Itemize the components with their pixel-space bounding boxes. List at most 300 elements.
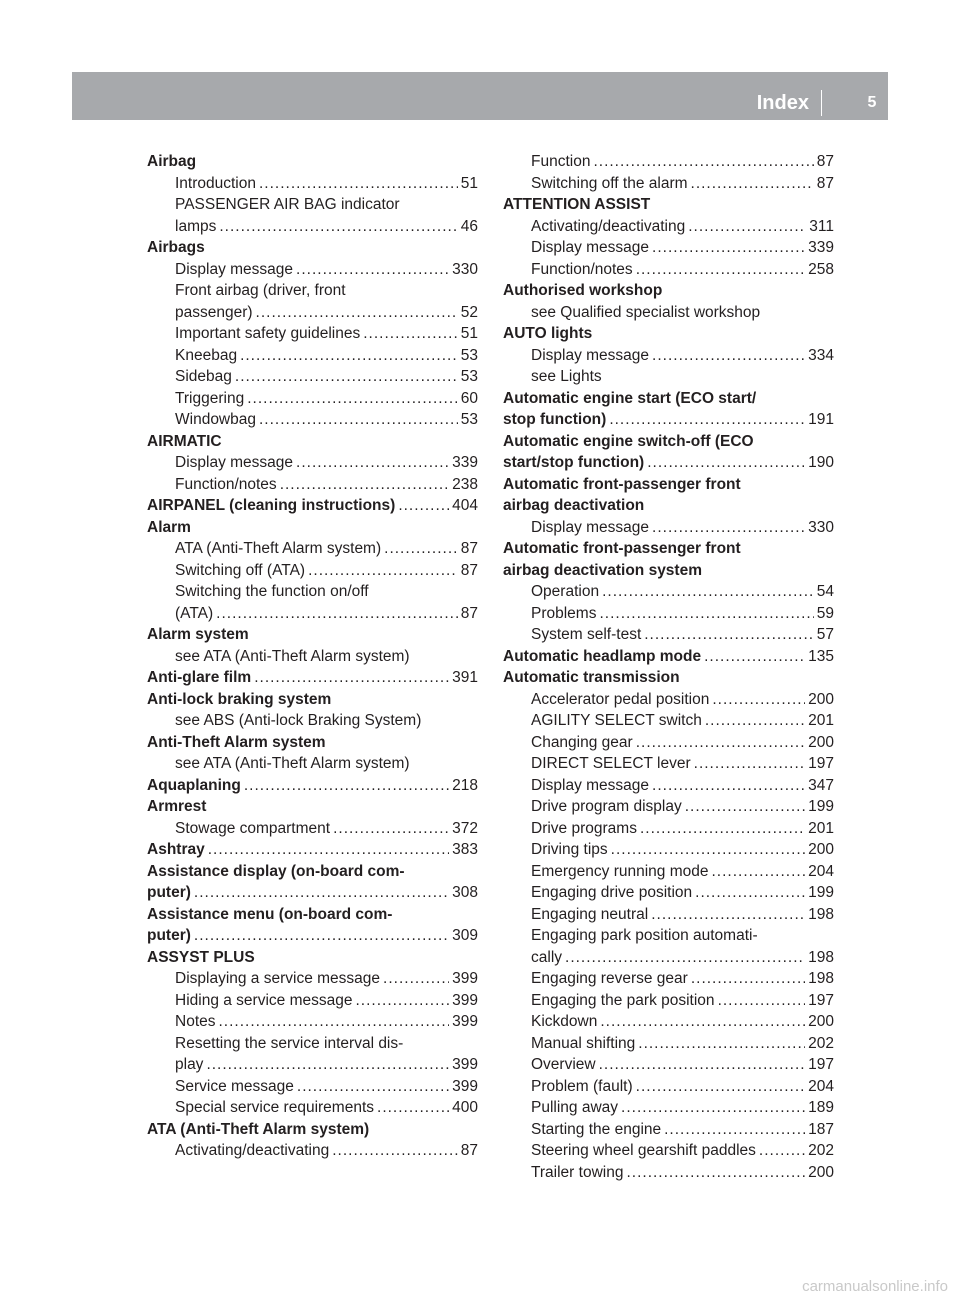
entry-page-number: 339 [808,239,834,256]
index-subentry [503,796,834,818]
index-subentry [503,947,834,969]
entry-label: Assistance display (on-board com- [147,862,405,880]
entry-label: Front airbag (driver, front [175,282,346,299]
index-subentry [147,646,478,668]
dot-leader [219,216,457,238]
index-subentry [147,194,478,216]
index-subentry [503,839,834,861]
dot-leader [384,538,458,560]
entry-page-number: 199 [808,798,834,815]
index-subentry [147,968,478,990]
index-subentry [503,216,834,238]
entry-page-number: 200 [808,841,834,858]
index-column-left [147,151,478,1162]
entry-label: Sidebag [175,368,232,385]
entry-label: Display message [531,239,650,256]
entry-page-number: 399 [452,970,478,987]
index-heading [503,452,834,474]
dot-leader [194,882,449,904]
index-subentry [503,818,834,840]
entry-page-number: 200 [808,1163,834,1181]
entry-label: Switching off the alarm [531,174,688,192]
entry-page-number: 51 [460,174,478,192]
dot-leader [219,1011,450,1033]
entry-page-number: 53 [460,411,478,428]
index-subentry [147,345,478,367]
entry-label: see Lights [531,368,602,385]
entry-label: Hiding a service message [175,991,353,1009]
entry-label: Operation [531,583,600,600]
entry-label: Function [531,153,591,170]
entry-label: see ABS (Anti-lock Braking System) [175,712,422,729]
dot-leader [636,1076,805,1098]
index-subentry [147,173,478,195]
entry-label: start/stop function) [503,454,645,471]
entry-page-number: 204 [808,1077,834,1095]
entry-label: play [175,1056,204,1073]
index-heading [503,323,834,345]
entry-label: ATA (Anti-Theft Alarm system) [175,540,382,557]
entry-label: Manual shifting [531,1034,636,1052]
dot-leader [652,237,805,259]
index-subentry [147,710,478,732]
index-heading [147,925,478,947]
index-subentry [147,323,478,345]
index-subentry [147,1033,478,1055]
index-heading [503,560,834,582]
dot-leader [308,560,458,582]
dot-leader [600,1011,805,1033]
entry-label: Automatic engine start (ECO start/ [503,389,757,407]
index-heading [147,947,478,969]
index-heading [147,861,478,883]
index-heading [147,689,478,711]
dot-leader [636,732,805,754]
entry-page-number: 218 [452,776,478,794]
entry-label: Windowbag [175,411,256,428]
entry-label: Authorised workshop [503,282,663,299]
index-subentry [503,366,834,388]
entry-label: Starting the engine [531,1120,662,1138]
dot-leader [296,452,449,474]
entry-label: lamps [175,217,217,235]
entry-label: Display message [531,776,650,794]
entry-page-number: 59 [816,604,834,622]
index-subentry [147,560,478,582]
entry-page-number: 189 [808,1099,834,1116]
dot-leader [398,495,449,517]
entry-page-number: 87 [816,174,834,192]
entry-label: Steering wheel gearshift paddles [531,1142,756,1159]
entry-label: see ATA (Anti-Theft Alarm system) [175,755,410,772]
dot-leader [652,345,805,367]
entry-page-number: 238 [452,475,478,493]
page-number: 5 [867,94,877,111]
entry-label: ASSYST PLUS [147,948,255,966]
dot-leader [636,259,805,281]
index-subentry [147,280,478,302]
dot-leader [296,259,449,281]
index-heading [147,796,478,818]
entry-label: see ATA (Anti-Theft Alarm system) [175,647,410,665]
dot-leader [599,603,813,625]
entry-label: Problem (fault) [531,1077,633,1095]
dot-leader [712,861,806,883]
entry-page-number: 308 [452,884,478,901]
entry-label: Trailer towing [531,1163,624,1181]
entry-label: Display message [531,346,650,364]
entry-page-number: 87 [460,540,478,557]
dot-leader [638,1033,805,1055]
dot-leader [626,1162,805,1184]
dot-leader [194,925,449,947]
entry-page-number: 200 [808,733,834,751]
entry-label: Driving tips [531,841,608,858]
entry-label: Display message [175,454,294,471]
entry-page-number: 52 [460,303,478,321]
dot-leader [621,1097,805,1119]
entry-label: Automatic front-passenger front [503,540,741,557]
entry-label: ATA (Anti-Theft Alarm system) [147,1120,370,1138]
entry-label: puter) [147,884,191,901]
index-heading [503,194,834,216]
index-heading [147,775,478,797]
index-heading [147,517,478,539]
entry-label: stop function) [503,411,607,428]
entry-label: see Qualified specialist workshop [531,303,761,321]
index-subentry [503,302,834,324]
entry-page-number: 199 [808,884,834,901]
section-title: Index [757,90,822,116]
entry-label: Kickdown [531,1013,598,1030]
index-subentry [147,259,478,281]
entry-label: Display message [175,260,294,278]
dot-leader [244,775,449,797]
entry-label: passenger) [175,303,253,321]
index-heading [503,646,834,668]
entry-page-number: 87 [816,153,834,170]
entry-label: Engaging reverse gear [531,970,688,987]
index-subentry [147,1140,478,1162]
entry-label: Resetting the service interval dis- [175,1034,404,1052]
index-column-right [503,151,834,1183]
index-heading [147,904,478,926]
dot-leader [280,474,449,496]
entry-label: Aquaplaning [147,776,241,794]
dot-leader [691,968,805,990]
entry-label: Switching the function on/off [175,583,369,600]
dot-leader [640,818,805,840]
entry-page-number: 53 [460,368,478,385]
entry-label: Function/notes [175,475,277,493]
entry-label: Anti-Theft Alarm system [147,733,326,751]
entry-page-number: 201 [808,819,834,837]
dot-leader [688,216,806,238]
entry-page-number: 204 [808,862,834,880]
entry-label: (ATA) [175,604,214,622]
dot-leader [609,409,805,431]
entry-label: AUTO lights [503,325,593,342]
entry-label: airbag deactivation system [503,561,702,579]
dot-leader [383,968,449,990]
entry-page-number: 404 [452,497,478,514]
entry-label: ATTENTION ASSIST [503,196,651,213]
entry-label: Alarm system [147,626,249,643]
entry-page-number: 191 [808,411,834,428]
index-subentry [147,474,478,496]
dot-leader [644,624,814,646]
dot-leader [247,388,458,410]
index-heading [147,1119,478,1141]
entry-label: Accelerator pedal position [531,690,710,708]
entry-label: Problems [531,604,597,622]
index-subentry [503,990,834,1012]
entry-page-number: 57 [816,626,834,643]
dot-leader [695,882,805,904]
index-subentry [503,1162,834,1184]
dot-leader [256,302,458,324]
entry-label: Pulling away [531,1099,619,1116]
entry-label: Activating/deactivating [531,217,686,235]
index-subentry [503,1011,834,1033]
entry-label: Displaying a service message [175,970,381,987]
index-heading [503,388,834,410]
entry-page-number: 200 [808,1013,834,1030]
entry-label: airbag deactivation [503,497,645,514]
entry-label: Engaging park position automati- [531,927,758,944]
index-subentry [147,1054,478,1076]
index-subentry [147,366,478,388]
dot-leader [355,990,449,1012]
entry-label: Assistance menu (on-board com- [147,905,393,923]
dot-leader [297,1076,449,1098]
entry-page-number: 54 [816,583,834,600]
entry-label: Engaging neutral [531,905,649,923]
entry-page-number: 87 [460,604,478,622]
dot-leader [602,581,814,603]
index-subentry [147,302,478,324]
dot-leader [704,646,805,668]
index-heading [147,151,478,173]
dot-leader [259,409,458,431]
entry-label: System self-test [531,626,642,643]
entry-label: Anti-glare film [147,669,252,686]
entry-page-number: 60 [460,389,478,407]
entry-page-number: 309 [452,927,478,944]
index-heading [503,431,834,453]
index-subentry [147,216,478,238]
entry-page-number: 399 [452,1056,478,1073]
index-heading [147,882,478,904]
entry-label: Introduction [175,174,256,192]
dot-leader [651,904,805,926]
dot-leader [206,1054,449,1076]
entry-label: Activating/deactivating [175,1142,330,1159]
entry-label: Engaging the park position [531,991,715,1009]
index-subentry [147,1011,478,1033]
entry-label: Display message [531,518,650,536]
index-subentry [503,689,834,711]
entry-page-number: 202 [808,1142,834,1159]
index-subentry [147,753,478,775]
entry-page-number: 330 [452,260,478,278]
dot-leader [685,796,805,818]
index-heading [503,409,834,431]
dot-leader [240,345,458,367]
index-subentry [503,861,834,883]
index-subentry [503,624,834,646]
index-subentry [147,388,478,410]
entry-label: Airbag [147,153,197,170]
entry-page-number: 347 [808,776,834,794]
index-subentry [147,452,478,474]
entry-label: Switching off (ATA) [175,561,306,579]
dot-leader [718,990,806,1012]
index-heading [503,280,834,302]
index-subentry [503,1119,834,1141]
entry-label: Changing gear [531,733,633,751]
entry-page-number: 258 [808,260,834,278]
index-subentry [503,753,834,775]
index-subentry [147,1097,478,1119]
entry-page-number: 391 [452,669,478,686]
entry-page-number: 201 [808,712,834,729]
entry-page-number: 53 [460,346,478,364]
index-subentry [147,990,478,1012]
entry-label: Notes [175,1013,216,1030]
entry-label: Automatic front-passenger front [503,475,741,493]
entry-page-number: 400 [452,1099,478,1116]
entry-label: AIRPANEL (cleaning instructions) [147,497,396,514]
entry-label: Automatic engine switch-off (ECO [503,432,754,450]
entry-label: Function/notes [531,260,633,278]
index-subentry [503,1097,834,1119]
index-subentry [147,1076,478,1098]
index-subentry [503,1140,834,1162]
index-heading [147,495,478,517]
index-subentry [503,1054,834,1076]
entry-label: Emergency running mode [531,862,709,880]
index-subentry [147,581,478,603]
entry-label: Ashtray [147,841,205,858]
index-heading [147,237,478,259]
dot-leader [705,710,805,732]
index-subentry [503,710,834,732]
entry-page-number: 187 [808,1120,834,1138]
entry-page-number: 198 [808,905,834,923]
header-bar [72,72,888,120]
dot-leader [694,753,805,775]
entry-page-number: 46 [460,217,478,235]
entry-page-number: 334 [808,346,834,364]
entry-label: Armrest [147,798,207,815]
index-heading [147,431,478,453]
index-subentry [503,882,834,904]
entry-label: Drive programs [531,819,637,837]
entry-page-number: 200 [808,690,834,708]
index-heading [147,667,478,689]
entry-page-number: 311 [809,217,834,235]
index-subentry [147,538,478,560]
dot-leader [647,452,805,474]
entry-label: Special service requirements [175,1099,375,1116]
entry-page-number: 87 [460,561,478,579]
index-subentry [503,1076,834,1098]
dot-leader [254,667,449,689]
entry-label: DIRECT SELECT lever [531,755,691,772]
entry-label: Airbags [147,239,205,256]
index-subentry [503,581,834,603]
entry-page-number: 399 [452,991,478,1009]
entry-label: AIRMATIC [147,432,222,450]
entry-page-number: 51 [460,325,478,342]
index-subentry [503,775,834,797]
index-subentry [503,345,834,367]
entry-page-number: 399 [452,1013,478,1030]
entry-label: Automatic headlamp mode [503,647,702,665]
index-subentry [147,603,478,625]
index-subentry [503,517,834,539]
dot-leader [759,1140,805,1162]
entry-label: Triggering [175,389,245,407]
dot-leader [712,689,805,711]
index-subentry [503,237,834,259]
entry-label: Important safety guidelines [175,325,361,342]
dot-leader [691,173,814,195]
index-subentry [503,173,834,195]
entry-page-number: 190 [808,454,834,471]
entry-page-number: 399 [452,1077,478,1095]
dot-leader [208,839,449,861]
index-subentry [503,259,834,281]
index-heading [503,667,834,689]
entry-label: puter) [147,927,191,944]
entry-label: Automatic transmission [503,669,680,686]
entry-label: cally [531,948,563,966]
index-heading [503,474,834,496]
index-heading [503,538,834,560]
watermark-text: carmanualsonline.info [802,1278,948,1295]
entry-page-number: 197 [808,755,834,772]
index-heading [147,624,478,646]
dot-leader [611,839,805,861]
index-subentry [503,968,834,990]
entry-page-number: 197 [808,1056,834,1073]
dot-leader [664,1119,805,1141]
index-subentry [503,925,834,947]
dot-leader [259,173,458,195]
entry-label: Drive program display [531,798,682,815]
dot-leader [216,603,458,625]
entry-label: Engaging drive position [531,884,693,901]
index-subentry [503,1033,834,1055]
index-heading [503,495,834,517]
dot-leader [565,947,805,969]
entry-label: Alarm [147,518,191,536]
index-subentry [147,818,478,840]
dot-leader [593,151,813,173]
index-subentry [503,904,834,926]
entry-page-number: 330 [808,518,834,536]
entry-page-number: 198 [808,970,834,987]
entry-page-number: 197 [808,991,834,1009]
entry-page-number: 135 [808,647,834,665]
entry-page-number: 372 [452,819,478,837]
dot-leader [332,1140,458,1162]
entry-label: Stowage compartment [175,819,331,837]
entry-label: Kneebag [175,346,238,364]
dot-leader [333,818,449,840]
